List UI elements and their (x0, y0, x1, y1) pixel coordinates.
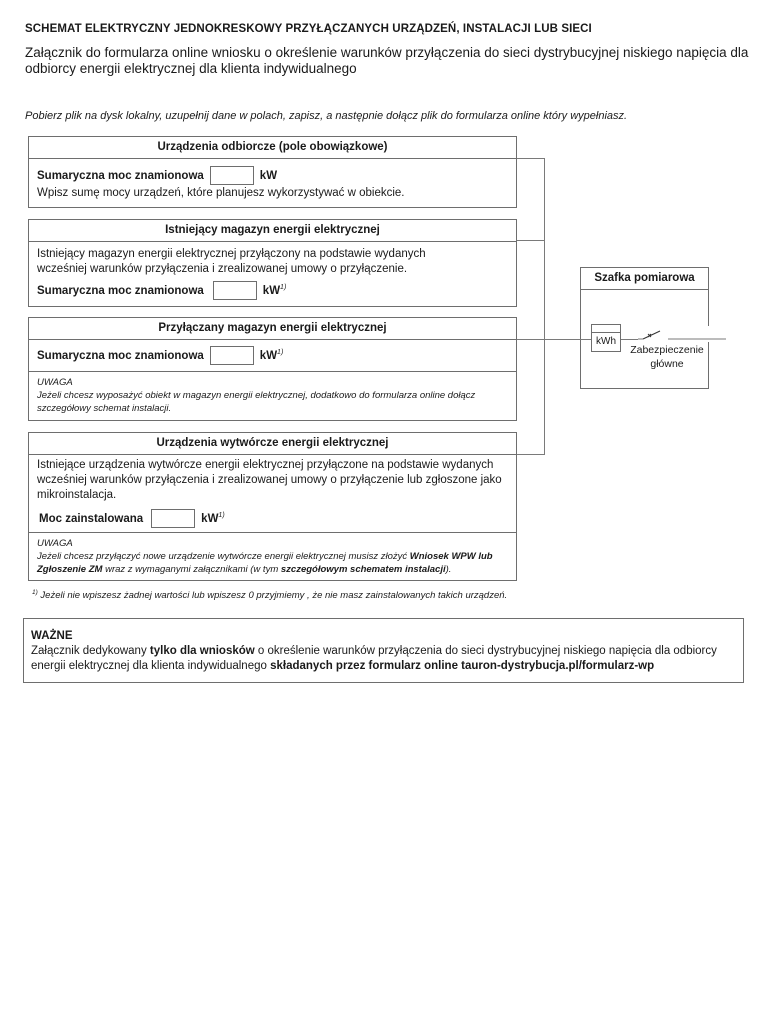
wytworcze-description: Istniejące urządzenia wytwórcze energii elektrycznej przyłączone na podstawie wydanych wcześniej warunków przyłączenia i zrealizowanej umowy o przyłączenie lub zgłoszone jako mikroinstalacja. (37, 459, 502, 501)
odbiorcze-power-label: Sumaryczna moc znamionowa (37, 169, 204, 182)
przylaczany-note-title: UWAGA (37, 377, 73, 388)
wytworcze-note-title: UWAGA (37, 538, 73, 549)
schemat-instalacji-emphasis: szczegółowym schematem instalacji (280, 564, 446, 575)
important-title: WAŻNE (31, 630, 73, 642)
bus-line-istniejacy (516, 240, 545, 241)
wniosek-wpw-link: Wniosek WPW lub Zgłoszenie ZM (37, 551, 493, 575)
main-breaker-label: Zabezpieczenie główne (630, 344, 704, 370)
istniejacy-unit: $kW^{1)}$ (262, 284, 287, 297)
bus-vertical-line (544, 158, 545, 454)
przylaczany-power-label: Sumaryczna moc znamionowa (37, 349, 204, 362)
przylaczany-note-text: Jeżeli chcesz wyposażyć obiekt w magazyn energii elektrycznej, dodatkowo do formularza online dołącz szczegółowy schemat instalacji. (37, 390, 476, 414)
section-przylaczany-magazyn (28, 317, 517, 421)
page-subtitle: Załącznik do formularza online wniosku o określenie warunków przyłączenia do sieci dystrybucyjnej niskiego napięcia dla odbiorcy energii elektrycznej dla klienta indywidualnego (25, 45, 749, 76)
cabinet-feed-left (580, 339, 591, 340)
przylaczany-power-input[interactable] (210, 346, 254, 365)
wytworcze-note-text: Jeżeli chcesz przyłączyć nowe urządzenie wytwórcze energii elektrycznej musisz złożyć Wniosek WPW lub Zgłoszenie ZM wraz z wymaganymi załącznikami (w tym szczegółowym schematem instalacji). (37, 551, 493, 575)
section-odbiorcze-heading: Urządzenia odbiorcze (pole obowiązkowe) (29, 137, 516, 159)
przylaczany-note (29, 371, 516, 419)
odbiorcze-hint: Wpisz sumę mocy urządzeń, które planujesz wykorzystywać w obiekcie. (37, 187, 405, 199)
section-przylaczany-heading: Przyłączany magazyn energii elektrycznej (29, 318, 516, 340)
section-wytworcze-heading: Urządzenia wytwórcze energii elektrycznej (29, 433, 516, 455)
formularz-online-url: składanych przez formularz online tauron-dystrybucja.pl/formularz-wp (270, 660, 655, 672)
wytworcze-power-input[interactable] (151, 509, 195, 528)
odbiorcze-unit: kW (259, 169, 278, 182)
bus-line-odbiorcze (516, 158, 545, 159)
wytworcze-unit: $kW^{1)}$ (201, 512, 225, 525)
istniejacy-footnote-ref: 1) (280, 284, 287, 292)
section-wytworcze (28, 432, 517, 581)
footnote: $^{1)}$ Jeżeli nie wpiszesz żadnej wartości lub wpiszesz 0 przyjmiemy , że nie masz zainstalowanych takich urządzeń. (32, 589, 508, 602)
istniejacy-power-label: Sumaryczna moc znamionowa (37, 284, 204, 297)
kwh-meter (591, 324, 621, 352)
wytworcze-power-label: Moc zainstalowana (39, 512, 144, 525)
important-notice (23, 618, 744, 683)
odbiorcze-power-input[interactable] (210, 166, 254, 185)
przylaczany-unit: $kW^{1)}$ (259, 349, 284, 362)
section-istniejacy-magazyn (28, 219, 517, 307)
istniejacy-description: Istniejący magazyn energii elektrycznej przyłączony na podstawie wydanych wcześniej warunków przyłączenia i zrealizowanej umowy o przyłączenie. (37, 248, 426, 275)
istniejacy-power-input[interactable] (213, 281, 257, 300)
przylaczany-footnote-ref: 1) (277, 349, 284, 357)
bus-line-wytworcze (516, 454, 545, 455)
wytworcze-note (29, 532, 516, 580)
section-istniejacy-heading: Istniejący magazyn energii elektrycznej (29, 220, 516, 242)
meter-cabinet-heading: Szafka pomiarowa (581, 268, 708, 290)
instruction-text: Pobierz plik na dysk lokalny, uzupełnij dane w polach, zapisz, a następnie dołącz plik do formularza online który wypełniasz. (25, 110, 628, 122)
main-breaker-icon (638, 326, 728, 342)
wytworcze-footnote-ref: 1) (218, 512, 225, 520)
page-title: SCHEMAT ELEKTRYCZNY JEDNOKRESKOWY PRZYŁĄCZANYCH URZĄDZEŃ, INSTALACJI LUB SIECI (25, 23, 592, 35)
kwh-meter-label: kWh (596, 336, 616, 347)
section-odbiorcze (28, 136, 517, 208)
important-text: Załącznik dedykowany tylko dla wniosków o określenie warunków przyłączenia do sieci dystrybucyjnej niskiego napięcia dla odbiorcy energii elektrycznej dla klienta indywidualnego składanych przez formularz online tauron-dystrybucja.pl/formularz-wp (31, 645, 717, 672)
